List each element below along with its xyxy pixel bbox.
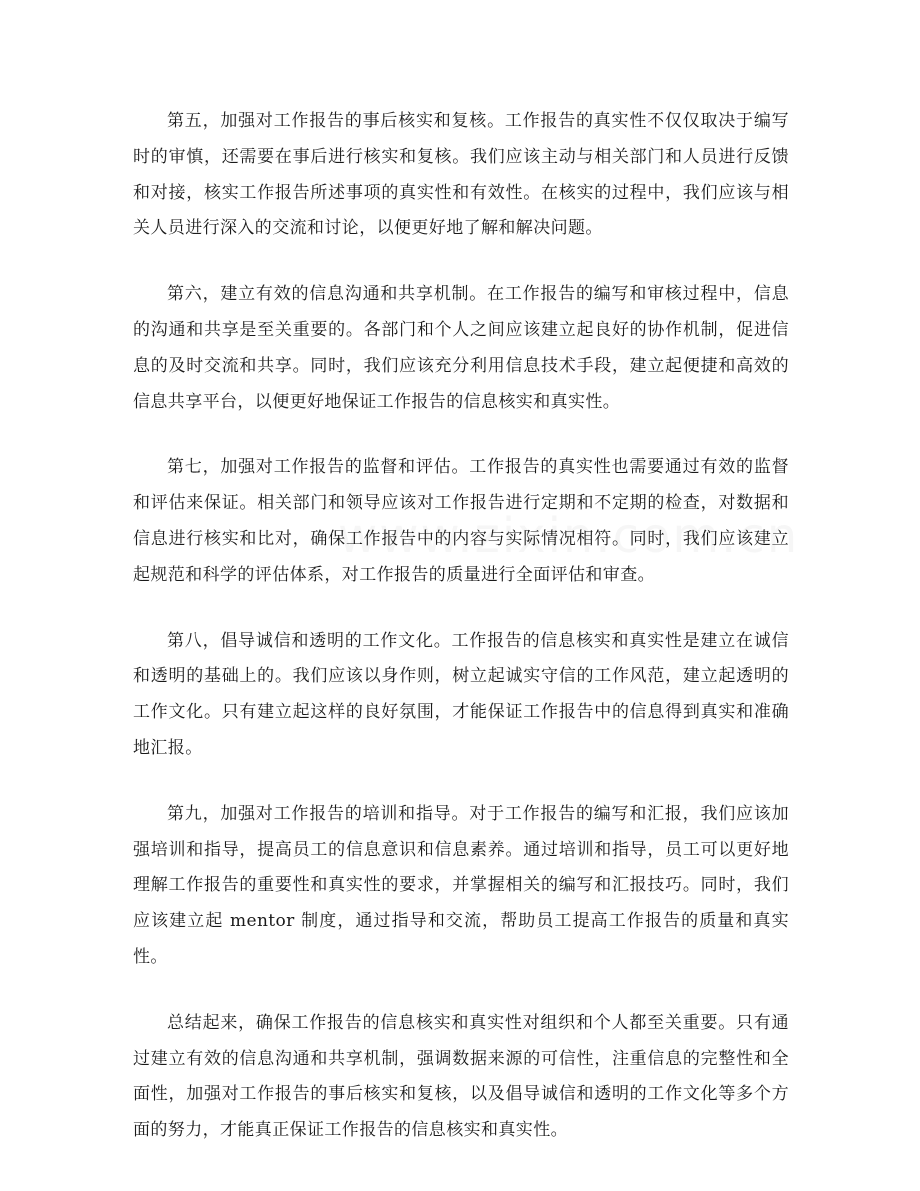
- paragraph-seventh: 第七，加强对工作报告的监督和评估。工作报告的真实性也需要通过有效的监督和评估来保证。相关部门和领导应该对工作报告进行定期和不定期的检查，对数据和信息进行核实和比对，确保工作报告中的内容与实际情况相符。同时，我们应该建立起规范和科学的评估体系，对工作报告的质量进行全面评估和审查。: [133, 457, 789, 585]
- paragraph-fifth: 第五，加强对工作报告的事后核实和复核。工作报告的真实性不仅仅取决于编写时的审慎，还需要在事后进行核实和复核。我们应该主动与相关部门和人员进行反馈和对接，核实工作报告所述事项的真实性和有效性。在核实的过程中，我们应该与相关人员进行深入的交流和讨论，以便更好地了解和解决问题。: [133, 111, 789, 239]
- document-body: [133, 104, 789, 1179]
- paragraph-ninth: 第九，加强对工作报告的培训和指导。对于工作报告的编写和汇报，我们应该加强培训和指导，提高员工的信息意识和信息素养。通过培训和指导，员工可以更好地理解工作报告的重要性和真实性的要求，并掌握相关的编写和汇报技巧。同时，我们应该建立起 mentor 制度，通过指导和交流，帮助员工提高工作报告的质量和真实性。: [133, 803, 789, 967]
- paragraph-summary: 总结起来，确保工作报告的信息核实和真实性对组织和个人都至关重要。只有通过建立有效的信息沟通和共享机制，强调数据来源的可信性，注重信息的完整性和全面性，加强对工作报告的事后核实和复核，以及倡导诚信和透明的工作文化等多个方面的努力，才能真正保证工作报告的信息核实和真实性。: [133, 1012, 789, 1141]
- paragraph-eighth: 第八，倡导诚信和透明的工作文化。工作报告的信息核实和真实性是建立在诚信和透明的基础上的。我们应该以身作则，树立起诚实守信的工作风范，建立起透明的工作文化。只有建立起这样的良好氛围，才能保证工作报告中的信息得到真实和准确地汇报。: [133, 630, 789, 758]
- paragraph-sixth: 第六，建立有效的信息沟通和共享机制。在工作报告的编写和审核过程中，信息的沟通和共享是至关重要的。各部门和个人之间应该建立起良好的协作机制，促进信息的及时交流和共享。同时，我们应该充分利用信息技术手段，建立起便捷和高效的信息共享平台，以便更好地保证工作报告的信息核实和真实性。: [133, 284, 789, 412]
